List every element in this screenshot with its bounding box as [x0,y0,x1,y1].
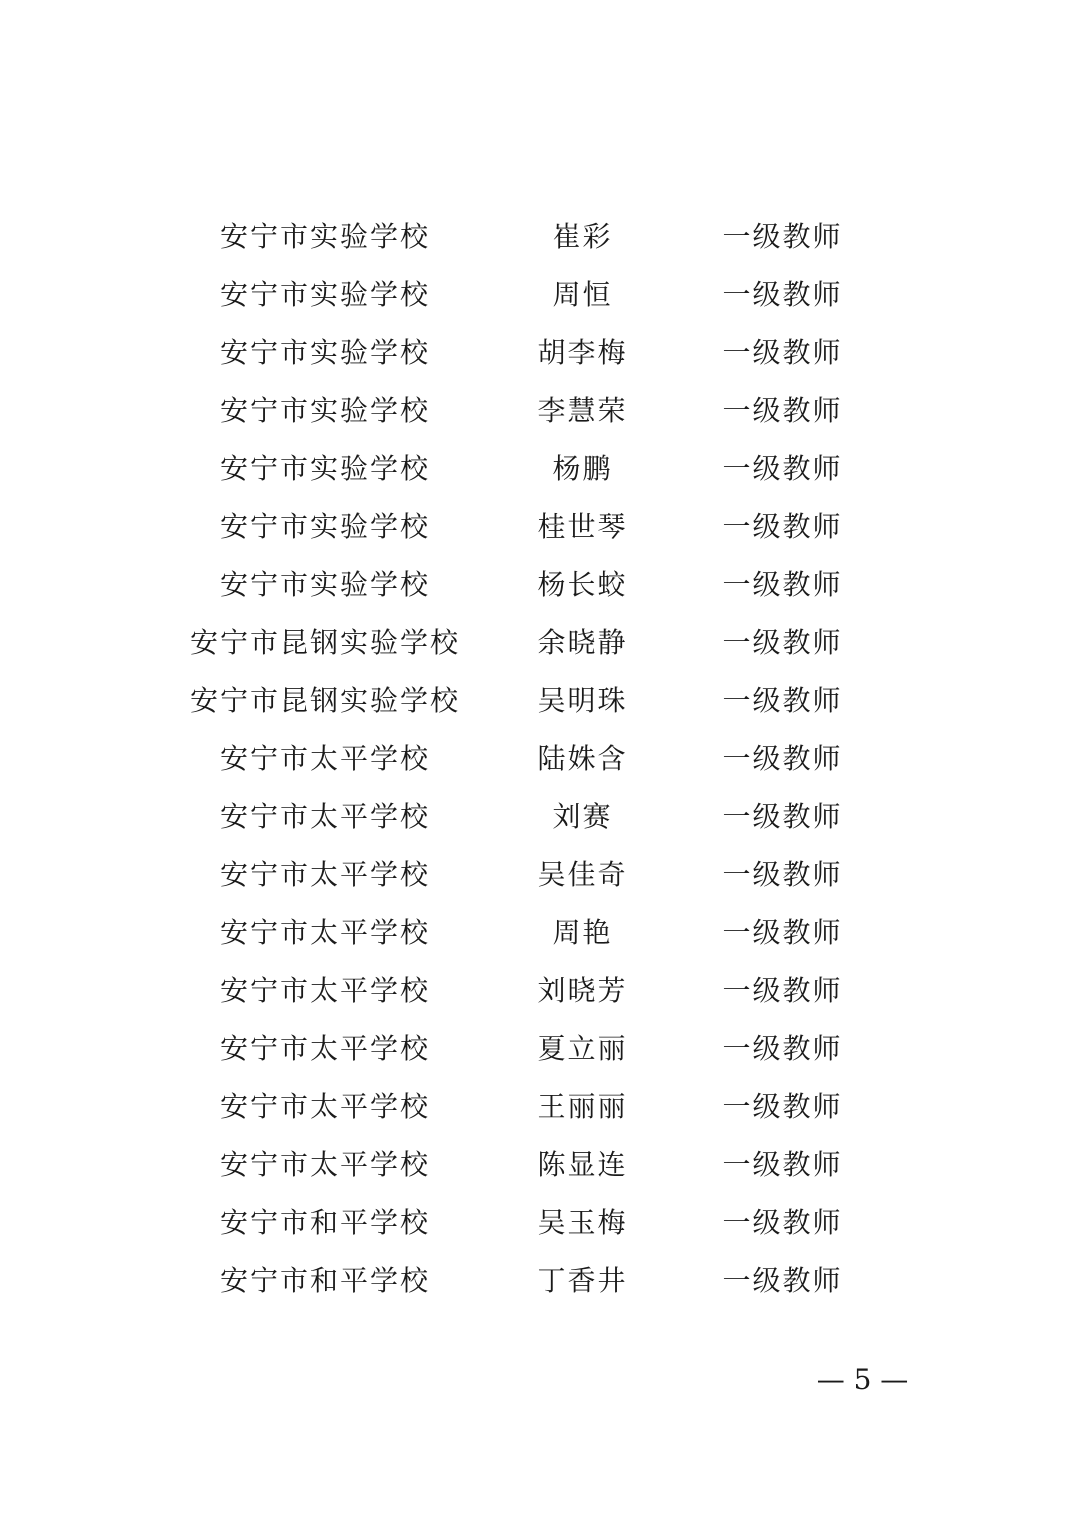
school-name: 安宁市太平学校 [219,800,430,833]
teacher-name: 刘晓芳 [537,974,628,1007]
list-row [0,1136,1080,1194]
teacher-name: 桂世琴 [537,510,628,543]
list-row [0,266,1080,324]
teacher-name: 李慧荣 [537,394,628,427]
teacher-rank: 一级教师 [722,916,843,949]
teacher-name: 余晓静 [537,626,628,659]
teacher-name: 刘赛 [552,800,613,833]
teacher-name: 王丽丽 [537,1090,628,1123]
list-row [0,1252,1080,1310]
school-name: 安宁市太平学校 [219,1032,430,1065]
school-name: 安宁市实验学校 [219,568,430,601]
list-row [0,324,1080,382]
school-name: 安宁市实验学校 [219,452,430,485]
teacher-name: 吴玉梅 [537,1206,628,1239]
school-name: 安宁市太平学校 [219,1148,430,1181]
teacher-name: 杨长蛟 [537,568,628,601]
teacher-rank: 一级教师 [722,800,843,833]
teacher-rank: 一级教师 [722,1148,843,1181]
list-row [0,382,1080,440]
school-name: 安宁市实验学校 [219,510,430,543]
list-row [0,1020,1080,1078]
teacher-rank: 一级教师 [722,394,843,427]
teacher-name: 胡李梅 [537,336,628,369]
page-number: — 5 — [816,1363,909,1396]
teacher-name: 周艳 [552,916,613,949]
teacher-rank: 一级教师 [722,568,843,601]
list-row [0,846,1080,904]
school-name: 安宁市和平学校 [219,1206,430,1239]
school-name: 安宁市太平学校 [219,858,430,891]
teacher-rank: 一级教师 [722,1264,843,1297]
teacher-rank: 一级教师 [722,1206,843,1239]
teacher-rank: 一级教师 [722,974,843,1007]
school-name: 安宁市实验学校 [219,278,430,311]
teacher-rank: 一级教师 [722,742,843,775]
teacher-name: 夏立丽 [537,1032,628,1065]
teacher-rank: 一级教师 [722,510,843,543]
teacher-rank: 一级教师 [722,1032,843,1065]
teacher-name: 崔彩 [552,220,613,253]
teacher-rank: 一级教师 [722,684,843,717]
list-row [0,1194,1080,1252]
school-name: 安宁市太平学校 [219,916,430,949]
teacher-rank: 一级教师 [722,452,843,485]
list-row [0,788,1080,846]
teacher-rank: 一级教师 [722,336,843,369]
teacher-name: 陆姝含 [537,742,628,775]
list-row [0,1078,1080,1136]
list-row [0,498,1080,556]
school-name: 安宁市和平学校 [219,1264,430,1297]
list-row [0,730,1080,788]
list-row [0,208,1080,266]
teacher-name: 吴佳奇 [537,858,628,891]
school-name: 安宁市太平学校 [219,974,430,1007]
teacher-rank: 一级教师 [722,220,843,253]
teacher-name: 丁香井 [537,1264,628,1297]
school-name: 安宁市昆钢实验学校 [189,626,460,659]
list-row [0,556,1080,614]
list-row [0,440,1080,498]
teacher-rank: 一级教师 [722,858,843,891]
school-name: 安宁市实验学校 [219,336,430,369]
teacher-name: 陈显连 [537,1148,628,1181]
teacher-name: 杨鹏 [552,452,613,485]
list-row [0,614,1080,672]
teacher-name: 周恒 [552,278,613,311]
school-name: 安宁市太平学校 [219,742,430,775]
teacher-rank: 一级教师 [722,626,843,659]
list-row [0,904,1080,962]
teacher-name: 吴明珠 [537,684,628,717]
school-name: 安宁市实验学校 [219,394,430,427]
teacher-rank: 一级教师 [722,1090,843,1123]
teacher-rank: 一级教师 [722,278,843,311]
school-name: 安宁市实验学校 [219,220,430,253]
list-row [0,962,1080,1020]
school-name: 安宁市昆钢实验学校 [189,684,460,717]
teacher-list [0,208,1080,1310]
list-row [0,672,1080,730]
school-name: 安宁市太平学校 [219,1090,430,1123]
